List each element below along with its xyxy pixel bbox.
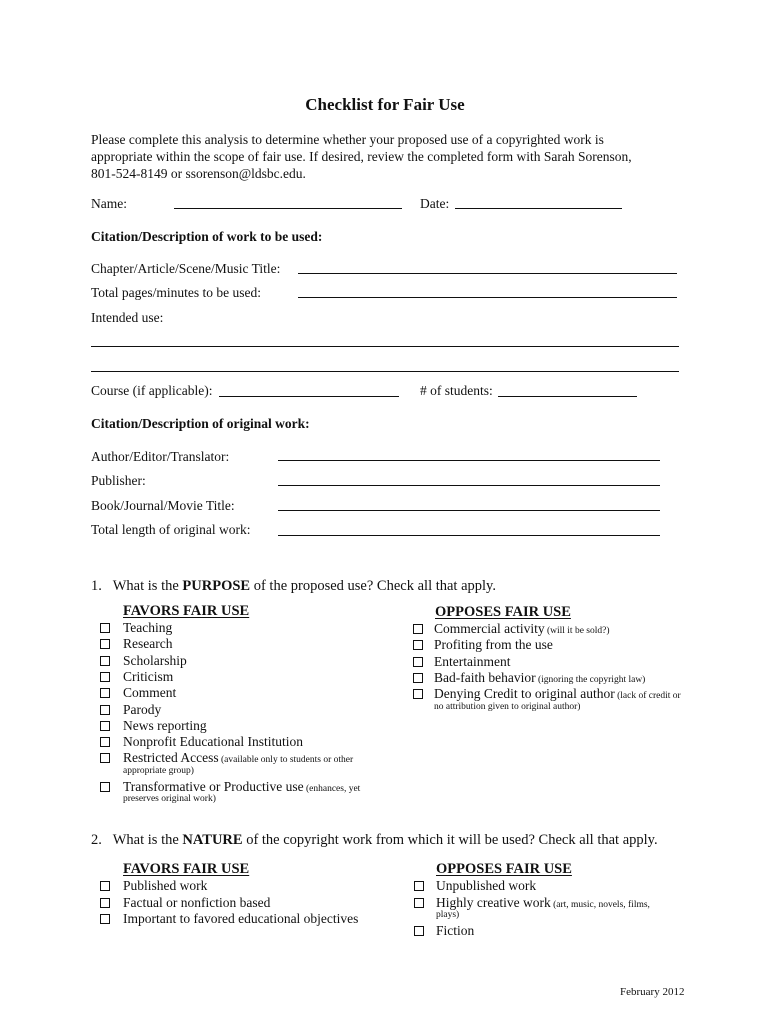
- question-2-keyword: NATURE: [182, 832, 243, 848]
- course-field[interactable]: [219, 396, 399, 397]
- checklist-item-label: Criticism: [123, 668, 174, 684]
- checklist-item: [123, 636, 172, 652]
- checklist-item: [436, 878, 536, 894]
- page-title: Checklist for Fair Use: [305, 95, 465, 114]
- checkbox[interactable]: [100, 881, 110, 891]
- name-label: Name:: [91, 196, 127, 211]
- intended-use-label: Intended use:: [91, 310, 164, 325]
- checklist-item-note: (will it be sold?): [544, 626, 610, 636]
- checklist-item-note-continued: appropriate group): [123, 765, 194, 776]
- author-label: Author/Editor/Translator:: [91, 449, 230, 464]
- checkbox[interactable]: [100, 705, 110, 715]
- checklist-item: [434, 654, 510, 670]
- checklist-item-note-continued: plays): [436, 910, 460, 920]
- checklist-item-note-continued: preserves original work): [123, 794, 216, 804]
- question-2: [91, 832, 658, 849]
- book-title-label: Book/Journal/Movie Title:: [91, 498, 235, 513]
- checkbox[interactable]: [100, 656, 110, 666]
- checklist-item: [434, 637, 553, 653]
- checkbox[interactable]: [100, 914, 110, 924]
- checkbox[interactable]: [100, 782, 110, 792]
- author-field[interactable]: [278, 460, 660, 461]
- checklist-item-label: Unpublished work: [436, 878, 537, 893]
- checklist-item: [123, 653, 187, 669]
- checklist-item-label: Commercial activity: [434, 621, 545, 636]
- checklist-item-label: Entertainment: [434, 653, 511, 669]
- checkbox[interactable]: [100, 737, 110, 747]
- checkbox[interactable]: [414, 898, 424, 908]
- intended-use-field-1[interactable]: [91, 346, 679, 347]
- publisher-field[interactable]: [278, 485, 660, 486]
- checklist-item-label: Factual or nonfiction based: [123, 894, 271, 910]
- checklist-item: [123, 734, 303, 750]
- q2-favors-heading: FAVORS FAIR USE: [123, 861, 250, 877]
- question-1-post: of the proposed use? Check all that apply.: [250, 578, 496, 594]
- checklist-item-label: Scholarship: [123, 652, 187, 668]
- checkbox[interactable]: [100, 672, 110, 682]
- checkbox[interactable]: [413, 624, 423, 634]
- checkbox[interactable]: [414, 881, 424, 891]
- question-1-number: 1.: [91, 578, 102, 594]
- question-1-keyword: PURPOSE: [182, 578, 251, 594]
- length-field[interactable]: [278, 535, 660, 536]
- intro-line-2: appropriate within the scope of fair use. If desired, review the completed form with Sarah Sorenson,: [91, 149, 632, 164]
- checklist-item: [123, 911, 358, 927]
- date-label: Date:: [420, 196, 450, 211]
- students-field[interactable]: [498, 396, 637, 397]
- checklist-item-note: (ignoring the copyright law): [535, 674, 646, 685]
- question-1-pre: What is the: [112, 578, 183, 594]
- checklist-item-label: Parody: [123, 701, 162, 717]
- checklist-item: [123, 718, 207, 734]
- checklist-item-label: Published work: [123, 878, 208, 893]
- checkbox[interactable]: [413, 657, 423, 667]
- intro-line-1: Please complete this analysis to determine whether your proposed use of a copyrighted work is: [91, 132, 604, 147]
- checkbox[interactable]: [100, 623, 110, 633]
- checkbox[interactable]: [413, 673, 423, 683]
- checklist-item-label: Highly creative work: [436, 894, 551, 910]
- checkbox[interactable]: [414, 926, 424, 936]
- checklist-item-label: Bad-faith behavior: [434, 669, 536, 685]
- checklist-item: [434, 670, 645, 688]
- q1-opposes-heading: OPPOSES FAIR USE: [435, 604, 571, 620]
- checklist-item: [436, 895, 650, 913]
- checkbox[interactable]: [100, 898, 110, 908]
- question-1: [91, 578, 496, 595]
- checklist-item-label: Nonprofit Educational Institution: [123, 734, 303, 750]
- name-field[interactable]: [174, 208, 402, 209]
- checkbox[interactable]: [100, 721, 110, 731]
- checklist-item-label: Restricted Access: [123, 750, 219, 766]
- checklist-item: [434, 621, 610, 639]
- checklist-item-label: News reporting: [123, 717, 207, 733]
- footer-date: February 2012: [620, 986, 685, 998]
- checklist-item: [123, 895, 270, 911]
- checklist-item: [123, 685, 176, 701]
- chapter-label: Chapter/Article/Scene/Music Title:: [91, 261, 281, 276]
- checklist-item: [123, 669, 173, 685]
- course-label: Course (if applicable):: [91, 383, 213, 398]
- checklist-item-label: Fiction: [436, 923, 475, 938]
- book-title-field[interactable]: [278, 510, 660, 511]
- checkbox[interactable]: [413, 640, 423, 650]
- checkbox[interactable]: [100, 688, 110, 698]
- checklist-item-label: Important to favored educational objectives: [123, 911, 359, 926]
- date-field[interactable]: [455, 208, 622, 209]
- citation-heading: Citation/Description of work to be used:: [91, 229, 323, 244]
- checkbox[interactable]: [413, 689, 423, 699]
- checklist-item-note: (lack of credit or: [614, 691, 681, 702]
- intro-paragraph: [91, 131, 691, 182]
- length-label: Total length of original work:: [91, 522, 251, 537]
- publisher-label: Publisher:: [91, 473, 146, 488]
- students-label: # of students:: [420, 383, 493, 398]
- checklist-item-note: (art, music, novels, films,: [550, 899, 650, 910]
- checkbox[interactable]: [100, 753, 110, 763]
- intro-line-3: 801-524-8149 or ssorenson@ldsbc.edu.: [91, 166, 306, 181]
- checklist-item: [123, 620, 172, 636]
- pages-field[interactable]: [298, 297, 677, 298]
- chapter-field[interactable]: [298, 273, 677, 274]
- original-heading: Citation/Description of original work:: [91, 416, 310, 431]
- intended-use-field-2[interactable]: [91, 371, 679, 372]
- checklist-item-note-continued: no attribution given to original author): [434, 701, 581, 712]
- checklist-item: [436, 923, 474, 939]
- checklist-item-note: (enhances, yet: [303, 783, 361, 794]
- checklist-item-label: Profiting from the use: [434, 637, 553, 653]
- pages-label: Total pages/minutes to be used:: [91, 285, 262, 300]
- question-2-pre: What is the: [112, 832, 183, 848]
- q2-opposes-heading: OPPOSES FAIR USE: [436, 861, 572, 877]
- checklist-item-note: (available only to students or other: [218, 755, 354, 766]
- checklist-item: [123, 878, 207, 894]
- question-2-number: 2.: [91, 832, 102, 848]
- checklist-item: [123, 702, 161, 718]
- checkbox[interactable]: [100, 639, 110, 649]
- checklist-item-label: Transformative or Productive use: [123, 778, 304, 794]
- checklist-item-label: Denying Credit to original author: [434, 686, 615, 702]
- checklist-item-label: Comment: [123, 685, 177, 701]
- checklist-item-label: Research: [123, 636, 173, 652]
- checklist-item-label: Teaching: [123, 620, 173, 635]
- question-2-post: of the copyright work from which it will be used? Check all that apply.: [242, 832, 658, 848]
- q1-favors-heading: FAVORS FAIR USE: [123, 603, 250, 619]
